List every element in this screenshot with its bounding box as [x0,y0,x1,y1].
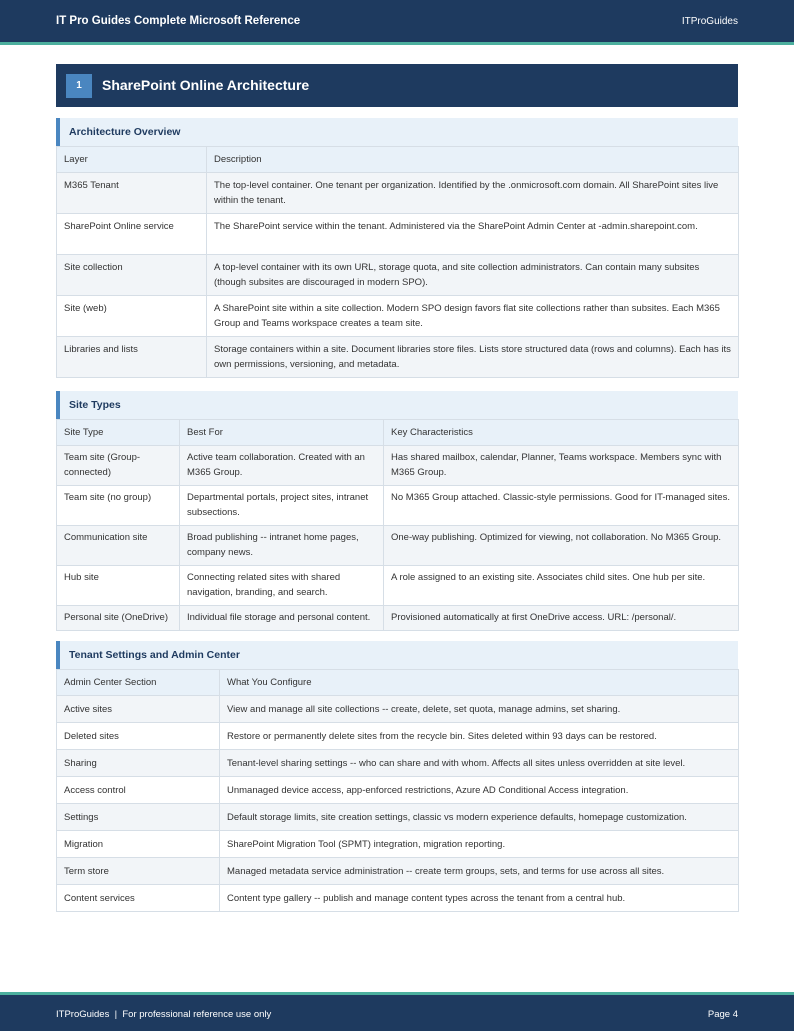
layer-cell: Site collection [57,255,207,296]
column-header: Admin Center Section [57,670,220,696]
table-row [57,885,739,912]
description-cell: A top-level container with its own URL, storage quota, and site collection administrators. Can contain many subsites (though subsites are discouraged in modern SPO). [207,255,739,296]
configure-cell: Tenant-level sharing settings -- who can share and with whom. Affects all sites unless overridden at site level. [220,750,739,777]
best-for-cell: Connecting related sites with shared navigation, branding, and search. [180,566,384,606]
layer-cell: Libraries and lists [57,337,207,378]
column-header: Description [207,147,739,173]
table-row [57,566,739,606]
section-number-badge: 1 [66,74,92,98]
description-cell: Storage containers within a site. Document libraries store files. Lists store structured data (rows and columns). Each has its own permissions, versioning, and metadata. [207,337,739,378]
table-header-row [57,420,739,446]
brand-label: ITProGuides [681,16,738,27]
footer-note: ITProGuides | For professional reference use only [56,1009,272,1020]
table-row [57,337,739,378]
table-row [57,831,739,858]
best-for-cell: Active team collaboration. Created with an M365 Group. [180,446,384,486]
description-cell: The top-level container. One tenant per organization. Identified by the .onmicrosoft.com domain. All SharePoint sites live within the tenant. [207,173,739,214]
table-row [57,606,739,631]
section-title: SharePoint Online Architecture [102,77,310,93]
configure-cell: Restore or permanently delete sites from the recycle bin. Sites deleted within 93 days can be restored. [220,723,739,750]
tenant-settings-table [56,669,739,912]
characteristics-cell: A role assigned to an existing site. Associates child sites. One hub per site. [384,566,739,606]
site-type-cell: Personal site (OneDrive) [57,606,180,631]
tenant-settings-heading: Tenant Settings and Admin Center [56,641,738,669]
column-header: Layer [57,147,207,173]
section-cell: Term store [57,858,220,885]
site-types-section [56,391,738,631]
architecture-overview-heading: Architecture Overview [56,118,738,146]
characteristics-cell: Has shared mailbox, calendar, Planner, Teams workspace. Members sync with M365 Group. [384,446,739,486]
best-for-cell: Broad publishing -- intranet home pages, company news. [180,526,384,566]
section-cell: Deleted sites [57,723,220,750]
layer-cell: Site (web) [57,296,207,337]
table-row [57,858,739,885]
section-cell: Sharing [57,750,220,777]
layer-cell: M365 Tenant [57,173,207,214]
site-types-heading: Site Types [56,391,738,419]
section-cell: Content services [57,885,220,912]
section-header [56,64,738,107]
section-cell: Migration [57,831,220,858]
architecture-overview-section [56,118,738,378]
table-header-row [57,670,739,696]
section-cell: Access control [57,777,220,804]
column-header: Best For [180,420,384,446]
table-row [57,214,739,255]
characteristics-cell: One-way publishing. Optimized for viewing, not collaboration. No M365 Group. [384,526,739,566]
section-cell: Active sites [57,696,220,723]
characteristics-cell: No M365 Group attached. Classic-style permissions. Good for IT-managed sites. [384,486,739,526]
page-number: Page 4 [707,1009,738,1020]
site-types-table [56,419,739,631]
table-row [57,723,739,750]
configure-cell: Default storage limits, site creation settings, classic vs modern experience defaults, homepage customization. [220,804,739,831]
site-type-cell: Communication site [57,526,180,566]
document-title: IT Pro Guides Complete Microsoft Reference [56,15,301,27]
table-row [57,696,739,723]
table-row [57,255,739,296]
site-type-cell: Team site (no group) [57,486,180,526]
table-row [57,804,739,831]
table-row [57,750,739,777]
table-row [57,777,739,804]
characteristics-cell: Provisioned automatically at first OneDrive access. URL: /personal/. [384,606,739,631]
table-row [57,173,739,214]
table-row [57,526,739,566]
table-row [57,486,739,526]
configure-cell: Managed metadata service administration -- create term groups, sets, and terms for use across all sites. [220,858,739,885]
configure-cell: Content type gallery -- publish and manage content types across the tenant from a central hub. [220,885,739,912]
tenant-settings-section [56,641,738,912]
best-for-cell: Individual file storage and personal content. [180,606,384,631]
layer-cell: SharePoint Online service [57,214,207,255]
column-header: Key Characteristics [384,420,739,446]
page-footer [0,992,794,1031]
site-type-cell: Hub site [57,566,180,606]
section-cell: Settings [57,804,220,831]
description-cell: A SharePoint site within a site collection. Modern SPO design favors flat site collections rather than subsites. Each M365 Group and Teams workspace creates a team site. [207,296,739,337]
configure-cell: Unmanaged device access, app-enforced restrictions, Azure AD Conditional Access integration. [220,777,739,804]
description-cell: The SharePoint service within the tenant. Administered via the SharePoint Admin Center at -admin.sharepoint.com. [207,214,739,255]
column-header: Site Type [57,420,180,446]
table-row [57,296,739,337]
table-row [57,446,739,486]
column-header: What You Configure [220,670,739,696]
top-header-bar [0,0,794,45]
table-header-row [57,147,739,173]
architecture-table [56,146,739,378]
best-for-cell: Departmental portals, project sites, intranet subsections. [180,486,384,526]
configure-cell: View and manage all site collections -- create, delete, set quota, manage admins, set sharing. [220,696,739,723]
configure-cell: SharePoint Migration Tool (SPMT) integration, migration reporting. [220,831,739,858]
site-type-cell: Team site (Group-connected) [57,446,180,486]
